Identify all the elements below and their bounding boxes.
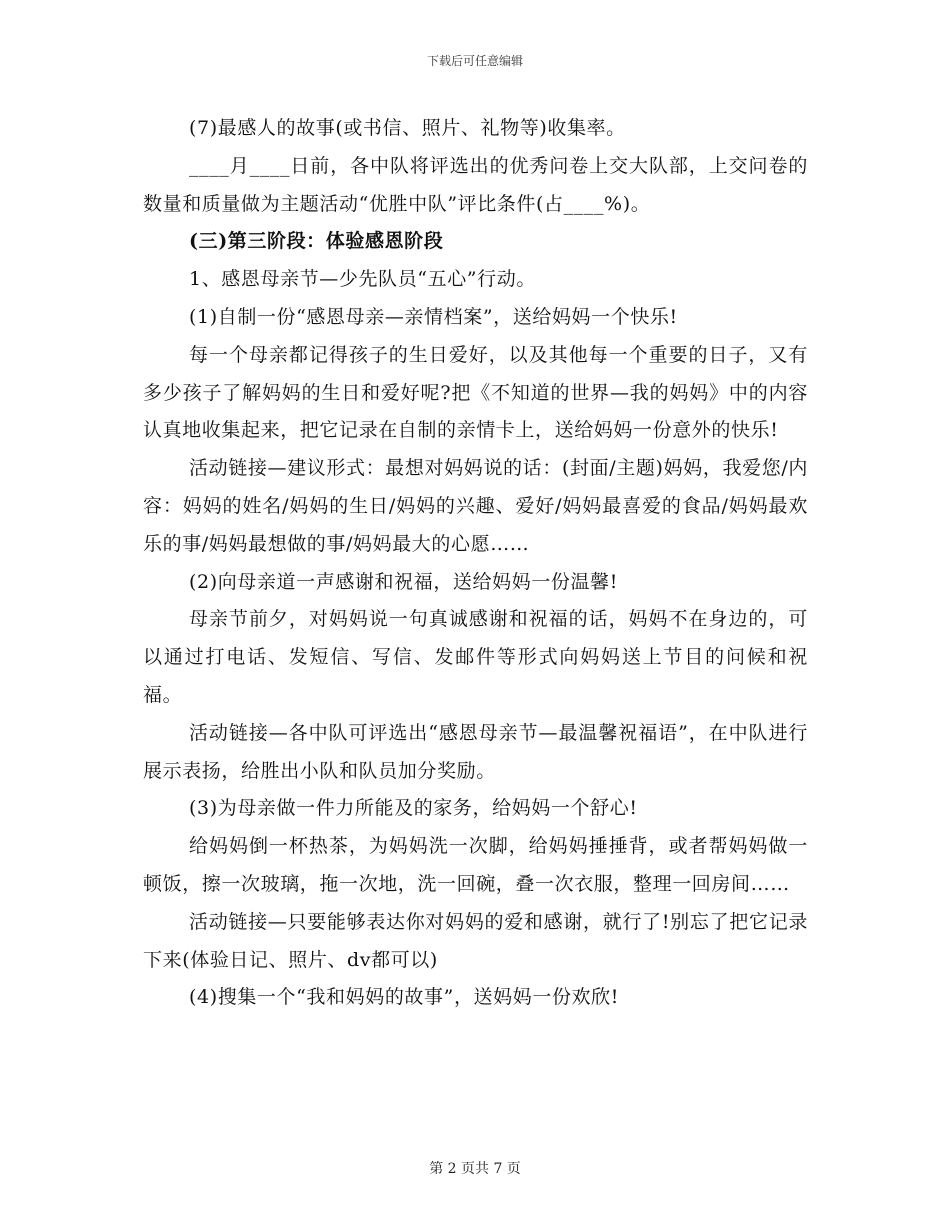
paragraph-item-3-link: 活动链接—只要能够表达你对妈妈的爱和感谢，就行了!别忘了把它记录下来(体验日记、照片、dv都可以): [143, 910, 808, 971]
paragraph-item-3: (3)为母亲做一件力所能及的家务，给妈妈一个舒心!: [189, 797, 638, 820]
paragraph-item-1: (1)自制一份“感恩母亲—亲情档案”，送给妈妈一个快乐!: [189, 305, 678, 328]
paragraph-item-1-detail: 每一个母亲都记得孩子的生日爱好，以及其他每一个重要的日子，又有多少孩子了解妈妈的生日和爱好呢?把《不知道的世界—我的妈妈》中的内容认真地收集起来，把它记录在自制的亲情卡上，送给妈妈一份意外的快乐!: [143, 343, 808, 442]
page-number-footer: 第 2 页共 7 页: [429, 1161, 521, 1177]
paragraph-item-4: (4)搜集一个“我和妈妈的故事”，送妈妈一份欢欣!: [189, 986, 619, 1009]
page-header: 下载后可任意编辑: [426, 54, 523, 68]
document-body: [143, 110, 808, 1017]
section-heading-stage-three: (三)第三阶段：体验感恩阶段: [189, 230, 444, 253]
paragraph-collection-rate: (7)最感人的故事(或书信、照片、礼物等)收集率。: [189, 117, 626, 139]
paragraph-item-3-detail: 给妈妈倒一杯热茶，为妈妈洗一次脚，给妈妈捶捶背，或者帮妈妈做一顿饭，擦一次玻璃，拖一次地，洗一回碗，叠一次衣服，整理一回房间……: [143, 835, 808, 895]
paragraph-item-2: (2)向母亲道一声感谢和祝福，送给妈妈一份温馨!: [189, 570, 618, 593]
paragraph-item-1-link: 活动链接—建议形式：最想对妈妈说的话：(封面/主题)妈妈，我爱您/内容：妈妈的姓名/妈妈的生日/妈妈的兴趣、爱好/妈妈最喜爱的食品/妈妈最欢乐的事/妈妈最想做的事/妈妈最大的心愿……: [143, 457, 808, 555]
paragraph-item-2-link: 活动链接—各中队可评选出“感恩母亲节—最温馨祝福语”，在中队进行展示表扬，给胜出小队和队员加分奖励。: [143, 721, 808, 782]
paragraph-deadline: ____月____日前，各中队将评选出的优秀问卷上交大队部，上交问卷的数量和质量做为主题活动“优胜中队”评比条件(占____%)。: [143, 154, 808, 215]
paragraph-five-hearts: 1、感恩母亲节—少先队员“五心”行动。: [189, 268, 536, 291]
paragraph-item-2-detail: 母亲节前夕，对妈妈说一句真诚感谢和祝福的话，妈妈不在身边的，可以通过打电话、发短信、写信、发邮件等形式向妈妈送上节目的问候和祝福。: [143, 608, 808, 706]
